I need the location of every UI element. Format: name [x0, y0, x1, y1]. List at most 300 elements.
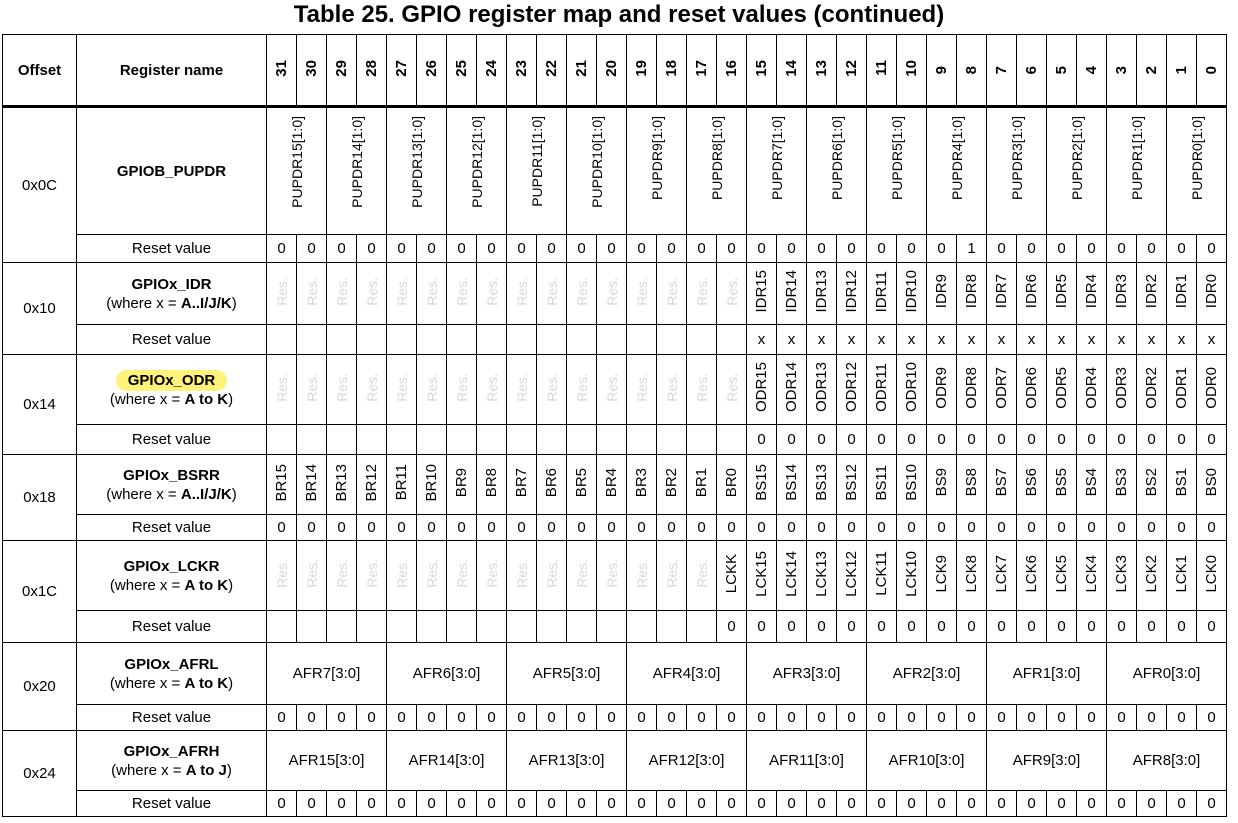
reserved-label: Res. [723, 277, 740, 306]
reset-bit: 0 [567, 235, 597, 263]
reserved-bit [507, 541, 537, 611]
field-cell [747, 541, 777, 611]
bit-number: 31 [273, 59, 290, 77]
bit-header-18 [657, 35, 687, 107]
reset-bit: 0 [777, 425, 807, 455]
field-label: PUPDR9[1:0] [648, 116, 665, 201]
field-cell [267, 107, 327, 235]
reset-bit [387, 611, 417, 643]
reserved-bit [477, 541, 507, 611]
reset-bit: 0 [1107, 515, 1137, 541]
bit-number: 24 [483, 59, 500, 77]
reset-bit [657, 611, 687, 643]
field-cell [1077, 455, 1107, 515]
bit-header-26 [417, 35, 447, 107]
field-cell [897, 455, 927, 515]
reset-bit [387, 425, 417, 455]
reset-bit: 0 [357, 235, 387, 263]
bit-number: 8 [963, 66, 980, 75]
reserved-bit [297, 263, 327, 325]
field-label: LCK14 [783, 550, 800, 597]
reset-bit: 0 [897, 515, 927, 541]
field-label: IDR7 [993, 274, 1010, 309]
bit-header-20 [597, 35, 627, 107]
reserved-bit [507, 263, 537, 325]
reserved-label: Res. [513, 559, 530, 588]
reset-bit: 0 [807, 515, 837, 541]
field-label: PUPDR8[1:0] [708, 116, 725, 201]
field-cell [567, 107, 627, 235]
bit-header-25 [447, 35, 477, 107]
reserved-bit [657, 355, 687, 425]
field-label: PUPDR2[1:0] [1068, 116, 1085, 201]
reserved-bit [567, 263, 597, 325]
reserved-label: Res. [273, 373, 290, 402]
field-label: BS0 [1203, 468, 1220, 497]
reset-bit: 0 [267, 791, 297, 817]
register-name-cell [77, 731, 267, 791]
field-cell [1017, 541, 1047, 611]
bit-number: 0 [1203, 66, 1220, 75]
field-label: PUPDR5[1:0] [888, 116, 905, 201]
reset-bit: 0 [897, 235, 927, 263]
field-label: AFR5[3:0] [532, 665, 601, 682]
bit-number: 2 [1143, 66, 1160, 75]
reset-bit: 0 [957, 611, 987, 643]
reset-bit [267, 325, 297, 355]
reset-bit: 0 [717, 235, 747, 263]
field-cell [987, 541, 1017, 611]
field-label: BR13 [333, 463, 350, 502]
reset-bit [567, 325, 597, 355]
field-cell [717, 541, 747, 611]
field-label: PUPDR1[1:0] [1128, 116, 1145, 201]
reset-bit: x [897, 325, 927, 355]
field-label: ODR0 [1203, 366, 1220, 409]
reset-bit [627, 425, 657, 455]
reserved-bit [657, 263, 687, 325]
field-label: IDR13 [813, 270, 830, 313]
reset-bit [687, 425, 717, 455]
field-cell [957, 541, 987, 611]
field-label: AFR2[3:0] [892, 665, 961, 682]
field-label: BR2 [663, 467, 680, 498]
reset-bit [687, 611, 717, 643]
reset-bit: 0 [657, 705, 687, 731]
reset-bit: 0 [1167, 425, 1197, 455]
reset-bit [267, 611, 297, 643]
reset-row-gpiox-odr [3, 425, 1227, 455]
field-cell [987, 107, 1047, 235]
field-label: BS12 [843, 464, 860, 501]
reset-bit: x [1047, 325, 1077, 355]
field-cell [957, 455, 987, 515]
reset-bit [657, 425, 687, 455]
field-cell [867, 541, 897, 611]
reserved-label: Res. [573, 277, 590, 306]
reset-bit: 0 [837, 705, 867, 731]
reset-bit: 0 [717, 611, 747, 643]
reset-bit: 0 [777, 705, 807, 731]
field-label: PUPDR11[1:0] [528, 116, 545, 207]
reserved-bit [507, 355, 537, 425]
reset-bit: 0 [687, 235, 717, 263]
register-applicability [77, 576, 266, 595]
reset-bit: 0 [867, 235, 897, 263]
reserved-label: Res. [363, 559, 380, 588]
field-cell [927, 541, 957, 611]
applicability-ports: A to K [184, 674, 229, 692]
register-name-cell [77, 107, 267, 235]
reset-bit: 0 [927, 611, 957, 643]
reset-bit: 0 [417, 791, 447, 817]
reserved-bit [477, 355, 507, 425]
applicability-prefix: (where x = [111, 761, 186, 779]
bit-header-21 [567, 35, 597, 107]
reserved-label: Res. [633, 559, 650, 588]
field-label: IDR10 [903, 270, 920, 313]
reset-bit [297, 611, 327, 643]
field-cell [957, 263, 987, 325]
reset-bit: 0 [1077, 425, 1107, 455]
field-cell [1077, 263, 1107, 325]
reset-bit [537, 425, 567, 455]
applicability-suffix: ) [228, 674, 234, 692]
reset-bit: 0 [927, 515, 957, 541]
field-label: ODR5 [1053, 366, 1070, 409]
reserved-bit [717, 263, 747, 325]
reset-bit: 0 [1107, 705, 1137, 731]
reset-value-label: Reset value [77, 611, 267, 643]
reset-bit: 0 [867, 425, 897, 455]
field-cell [897, 541, 927, 611]
field-cell [777, 355, 807, 425]
field-label: AFR4[3:0] [652, 665, 721, 682]
field-label: BR7 [513, 467, 530, 498]
reserved-label: Res. [393, 559, 410, 588]
register-applicability [77, 390, 266, 409]
field-cell [777, 455, 807, 515]
reset-bit: 0 [987, 705, 1017, 731]
reset-row-gpiox-idr [3, 325, 1227, 355]
register-row-gpiox-odr [3, 355, 1227, 425]
bit-number: 23 [513, 59, 530, 77]
register-row-gpiob-pupdr [3, 107, 1227, 235]
reset-bit: 0 [597, 791, 627, 817]
field-cell [807, 541, 837, 611]
reserved-bit [297, 355, 327, 425]
reset-bit [267, 425, 297, 455]
reserved-bit [297, 541, 327, 611]
reserved-bit [447, 355, 477, 425]
bit-header-0 [1197, 35, 1227, 107]
reset-bit [387, 325, 417, 355]
reserved-label: Res. [573, 373, 590, 402]
field-cell [867, 455, 897, 515]
reserved-label: Res. [693, 373, 710, 402]
bit-header-22 [537, 35, 567, 107]
applicability-ports: A to J [185, 761, 227, 779]
reset-bit [327, 425, 357, 455]
field-label: BR10 [423, 463, 440, 502]
reset-bit [627, 325, 657, 355]
reserved-label: Res. [303, 559, 320, 588]
bit-number: 29 [333, 59, 350, 77]
field-cell [447, 107, 507, 235]
reserved-bit [357, 263, 387, 325]
bit-number: 9 [933, 66, 950, 75]
reset-bit: 0 [867, 705, 897, 731]
reserved-label: Res. [363, 277, 380, 306]
reserved-label: Res. [363, 373, 380, 402]
reserved-bit [267, 263, 297, 325]
field-cell [927, 355, 957, 425]
field-label: LCK4 [1083, 554, 1100, 593]
reset-bit: 0 [957, 791, 987, 817]
field-cell [897, 263, 927, 325]
reset-row-gpiox-afrl [3, 705, 1227, 731]
bit-number: 1 [1173, 66, 1190, 75]
field-label: LCK13 [813, 550, 830, 597]
bit-header-2 [1137, 35, 1167, 107]
field-label: IDR5 [1053, 274, 1070, 309]
field-label: BR11 [393, 464, 410, 501]
reset-bit: x [957, 325, 987, 355]
field-cell [807, 455, 837, 515]
reserved-bit [567, 541, 597, 611]
field-label: BS8 [963, 468, 980, 497]
reset-bit: 0 [627, 705, 657, 731]
reserved-label: Res. [273, 277, 290, 306]
reset-bit: x [837, 325, 867, 355]
reset-bit: 0 [927, 791, 957, 817]
reset-value-label: Reset value [77, 425, 267, 455]
reset-bit: 0 [327, 235, 357, 263]
field-label: ODR13 [813, 362, 830, 413]
applicability-suffix: ) [228, 576, 234, 594]
reset-bit: 0 [717, 515, 747, 541]
reset-bit: 0 [327, 791, 357, 817]
reset-bit: 0 [927, 705, 957, 731]
field-label: BS5 [1053, 468, 1070, 497]
reset-bit: 0 [597, 515, 627, 541]
reserved-bit [357, 355, 387, 425]
bit-number: 17 [693, 59, 710, 77]
reset-bit: 0 [687, 705, 717, 731]
field-cell [927, 455, 957, 515]
reset-bit: x [777, 325, 807, 355]
field-label: ODR11 [873, 363, 890, 412]
field-label: ODR8 [963, 366, 980, 409]
reset-bit: 0 [687, 515, 717, 541]
reserved-bit [387, 355, 417, 425]
reset-bit: 0 [537, 791, 567, 817]
reset-bit [597, 611, 627, 643]
reset-bit: 0 [1107, 235, 1137, 263]
field-label: PUPDR0[1:0] [1188, 116, 1205, 201]
reset-bit [567, 425, 597, 455]
field-cell [897, 355, 927, 425]
offset-cell: 0x0C [3, 107, 77, 263]
reserved-label: Res. [483, 277, 500, 306]
bit-header-16 [717, 35, 747, 107]
register-name-cell [77, 541, 267, 611]
reset-bit: 0 [507, 235, 537, 263]
reset-bit: 0 [477, 705, 507, 731]
field-label: BS13 [813, 464, 830, 501]
field-label: ODR7 [993, 366, 1010, 409]
reserved-bit [417, 541, 447, 611]
field-cell [1077, 355, 1107, 425]
field-cell [987, 455, 1017, 515]
field-label: LCK8 [963, 554, 980, 593]
reset-bit: 0 [987, 791, 1017, 817]
field-cell [867, 355, 897, 425]
reserved-bit [357, 541, 387, 611]
field-label: BS7 [993, 468, 1010, 497]
reset-bit: 0 [447, 515, 477, 541]
reserved-label: Res. [393, 373, 410, 402]
field-cell [507, 643, 627, 705]
reset-bit: 0 [1197, 611, 1227, 643]
reset-value-label: Reset value [77, 791, 267, 817]
field-label: PUPDR3[1:0] [1008, 116, 1025, 201]
reserved-label: Res. [303, 277, 320, 306]
field-label: ODR2 [1143, 366, 1160, 409]
register-row-gpiox-lckr [3, 541, 1227, 611]
field-cell [927, 107, 987, 235]
applicability-prefix: (where x = [106, 294, 181, 312]
reset-bit [297, 425, 327, 455]
field-cell [1137, 355, 1167, 425]
field-cell [1107, 107, 1167, 235]
field-cell [387, 455, 417, 515]
field-cell [837, 455, 867, 515]
reset-bit: 0 [567, 791, 597, 817]
reset-bit: x [1077, 325, 1107, 355]
reset-bit: 0 [717, 791, 747, 817]
field-label: BS4 [1083, 468, 1100, 497]
field-cell [327, 107, 387, 235]
reset-value-label: Reset value [77, 705, 267, 731]
register-row-gpiox-idr [3, 263, 1227, 325]
reset-bit: 0 [477, 515, 507, 541]
reset-bit: 0 [1017, 235, 1047, 263]
field-label: BS1 [1173, 468, 1190, 497]
reserved-bit [267, 541, 297, 611]
field-label: IDR6 [1023, 274, 1040, 309]
reserved-label: Res. [543, 559, 560, 588]
reserved-label: Res. [693, 277, 710, 306]
field-label: ODR10 [903, 362, 920, 413]
field-label: AFR1[3:0] [1012, 665, 1081, 682]
reset-bit: 0 [897, 705, 927, 731]
reserved-label: Res. [453, 277, 470, 306]
field-cell [837, 355, 867, 425]
applicability-ports: A to K [184, 390, 229, 408]
reset-row-gpiox-afrh [3, 791, 1227, 817]
reset-bit: 0 [987, 611, 1017, 643]
reserved-bit [627, 355, 657, 425]
reset-row-gpiox-lckr [3, 611, 1227, 643]
reset-bit: 0 [297, 705, 327, 731]
register-name [77, 371, 266, 390]
field-cell [987, 263, 1017, 325]
field-cell [1197, 541, 1227, 611]
field-cell [327, 455, 357, 515]
reset-bit: 0 [927, 235, 957, 263]
bit-number: 12 [843, 59, 860, 77]
field-label: BR15 [273, 463, 290, 502]
reserved-label: Res. [513, 373, 530, 402]
field-label: BR14 [303, 463, 320, 502]
reserved-bit [327, 355, 357, 425]
register-row-gpiox-afrl [3, 643, 1227, 705]
field-label: BS6 [1023, 468, 1040, 497]
reserved-bit [537, 263, 567, 325]
field-cell [477, 455, 507, 515]
reset-bit [537, 325, 567, 355]
reserved-label: Res. [453, 373, 470, 402]
reserved-bit [597, 263, 627, 325]
reset-bit [357, 325, 387, 355]
reset-bit: 0 [267, 705, 297, 731]
field-label: BR12 [363, 463, 380, 502]
bit-header-19 [627, 35, 657, 107]
reserved-bit [267, 355, 297, 425]
bit-number: 18 [663, 59, 680, 77]
header-row [3, 35, 1227, 107]
field-cell [657, 455, 687, 515]
reset-bit: 0 [1167, 705, 1197, 731]
reset-bit: 0 [357, 705, 387, 731]
field-cell [687, 107, 747, 235]
applicability-prefix: (where x = [106, 485, 181, 503]
field-cell [387, 731, 507, 791]
reset-bit: 0 [747, 515, 777, 541]
field-cell [627, 455, 657, 515]
field-label: ODR15 [753, 362, 770, 413]
bit-number: 10 [903, 59, 920, 77]
reset-bit: 0 [807, 425, 837, 455]
reserved-label: Res. [693, 559, 710, 588]
register-row-gpiox-afrh [3, 731, 1227, 791]
register-name-cell [77, 643, 267, 705]
reset-bit: 0 [537, 515, 567, 541]
bit-number: 19 [633, 59, 650, 77]
bit-header-3 [1107, 35, 1137, 107]
reset-bit: 0 [1167, 791, 1197, 817]
field-label: BR8 [483, 467, 500, 498]
field-cell [987, 643, 1107, 705]
reset-bit: 0 [477, 791, 507, 817]
reserved-bit [387, 541, 417, 611]
bit-header-23 [507, 35, 537, 107]
field-cell [1167, 107, 1227, 235]
field-label: AFR12[3:0] [648, 752, 725, 769]
reset-bit: 0 [657, 515, 687, 541]
reserved-label: Res. [633, 373, 650, 402]
reset-bit [717, 425, 747, 455]
register-name [77, 162, 266, 181]
bit-header-17 [687, 35, 717, 107]
field-cell [1137, 455, 1167, 515]
reserved-label: Res. [603, 559, 620, 588]
reset-bit: x [747, 325, 777, 355]
field-label: LCK15 [753, 550, 770, 597]
reset-value-label: Reset value [77, 235, 267, 263]
reset-bit: 0 [1197, 705, 1227, 731]
